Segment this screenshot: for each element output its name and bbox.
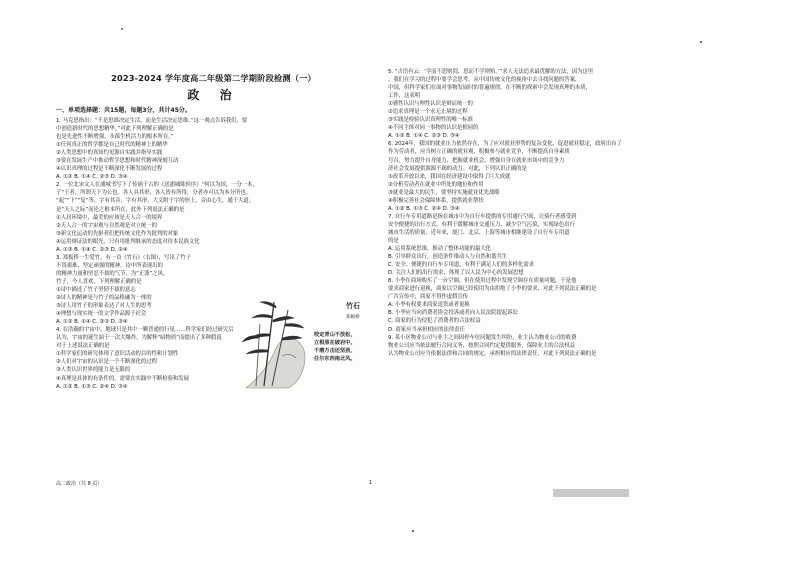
poem-line: 咬定青山不放松， [314, 332, 356, 338]
text-line: B. 小李应当向消费者协会投诉或者向人民法院提起诉讼 [388, 310, 518, 317]
text-line: D. 商家应当承担相应的法律责任 [388, 326, 465, 333]
text-line: ④不同主体对同一事物的认识是相同的 [388, 125, 479, 132]
text-line: 对于上述说法正确的是 [56, 343, 110, 350]
text-line: ③诗人用竹子的形象表达了对人生的思考 [56, 303, 152, 310]
page-footer: 高二政治（共 8 页） [56, 481, 103, 487]
text-line: ②人们对宇宙的认识是一个不断深化的过程 [56, 359, 157, 366]
section-heading: 一、单项选择题：共15题，每题3分，共计45分。 [56, 107, 191, 114]
text-line: ④运用辩证法的眼光，只有用批判继承的态度对待本民族文化 [56, 238, 200, 245]
text-line: A. 运用系统思维，推动了整体功能的最大化 [388, 246, 492, 253]
poem-author: 郑板桥 [346, 315, 360, 320]
text-line: ①科学家们的研究体现了意识活动的目的性和计划性 [56, 351, 179, 358]
text-line: 不畏艰难、坚定顽强的精神，诗中所表现出的 [56, 262, 163, 269]
text-line: 也是先进性不断增强、永葆生机活力的根本所在。” [56, 134, 174, 141]
text-line: C. 安全、便捷的自行车专用道，有利于满足人们的多样化需求 [388, 262, 534, 269]
poem-line: 千磨万击还坚劲， [314, 348, 356, 354]
text-line: 4. 在浩瀚的宇宙中，地球只是其中一颗普通的行星……科学家们经过研究后 [56, 327, 234, 334]
text-line: 广告宣传中，商家不得作虚假宣传 [388, 294, 469, 301]
text-line: A. ①③ B. ①④ C. ②③ D. ②④ [56, 246, 128, 253]
text-line: ①感性认识与理性认识是辩证统一的 [388, 101, 473, 108]
text-line: A. ①② B. ①④ C. ②③ D. ③④ [56, 319, 128, 326]
text-line: A. ①② B. ①③ C. ②④ D. ③④ [56, 383, 128, 390]
text-line: ①任何真正的哲学都是自己时代的精神上的精华 [56, 142, 168, 149]
text-line: ④积极完善社会保障体系，提供就业帮扶 [388, 197, 484, 204]
text-line: 6. 2024年，我国的就业压力依然存在，为了应对就业形势的复杂变化，促进就业稳定，政府出台了 [388, 141, 622, 148]
text-line: A. ①② B. ①④ C. ②③ D. ③④ [388, 133, 460, 140]
text-line: B. 引导群众出行，创造条件推动人与自然和谐共生 [388, 254, 508, 261]
text-line: 8. 小李在商场购买了一台空调，但在使用过程中发现空调存在质量问题，于是他 [388, 278, 577, 285]
poem-text [314, 301, 360, 362]
text-line: 5. “古语有云：‘学而不思则罔，思而不学则殆。’”求人无法追求最优解的方法，因为这里 [388, 69, 594, 75]
text-line: ②分析劳动者在就业中所处的地位和作用 [388, 181, 484, 188]
text-line: ④真理是具体的有条件的，需要在实践中不断检验和发展 [56, 375, 189, 382]
text-line: 物业公司应当依法履行合同义务，按照合同约定提供服务，保障业主的合法权益 [388, 342, 575, 349]
text-line: 城市生活的质量，近年来，厦门、北京、上海等城市相继建设了自行车专用道 [388, 229, 570, 236]
text-line: 工作，这表明 [388, 93, 421, 100]
text-line: ③就业是最大的民生，要坚持实施就业优先战略 [388, 189, 500, 196]
text-line: 中国，但科学家们在面对事物发展时的普遍规律，在不断的探索中会发现真理的本质， [388, 85, 591, 92]
poem-line: 立根原在破岩中。 [314, 340, 356, 346]
text-line: D. 关注人们的出行需求，体现了以人民为中心的发展思想 [388, 270, 524, 277]
text-line: ③人类认识世界的能力是无限的 [56, 367, 131, 374]
text-line: 认为物业公司应当依据法律和合同的规定，承担相应的法律责任，对此下列说法正确的是 [388, 350, 597, 357]
text-line: ②诗人的精神是与竹子的品格融为一体的 [56, 295, 152, 302]
text-line: 7. 自行车专用道路是指在城市中为自行车提供的专用通行空间，让骑行者感受到 [388, 213, 577, 220]
text-line: 9. 某小区物业公司与业主之间因停车位问题发生纠纷，业主认为物业公司的收费 [388, 334, 577, 341]
text-line: 子”王者，所谓天下为公也。各人具其形，各人皆有所得，分者亦可以为本分所也。 [56, 190, 252, 197]
text-line: ④理想与现实统一的文学作品源于社会 [56, 311, 147, 318]
text-line: C. 商家的行为侵犯了消费者的合法权益 [388, 318, 481, 325]
subject-title: 政 治 [187, 88, 240, 102]
redacted-area [553, 489, 629, 497]
text-line: ④认识真理的过程是不断深化不断发展的过程 [56, 166, 163, 173]
text-line: 济社会发展提供源源不竭的动力。对此，下列认识正确的是 [388, 165, 527, 172]
text-line: A. 小李有权要求商家退货或者更换 [388, 302, 470, 309]
bamboo-painting [238, 296, 374, 390]
text-line: A. ①② B. ①④ C. ②③ D. ③④ [56, 174, 128, 181]
text-line: 认为，宇宙的诞生始于一次大爆炸，为解释“暗物质”而提出了多种假说 [56, 335, 222, 342]
text-line: A. ①② B. ①③ C. ②④ D. ③④ [388, 205, 460, 212]
text-line: 作为劳动者，应当树立正确的就业观，积极参与就业竞争，不断提高自身素质 [388, 149, 570, 156]
text-line: 3. 郑板桥一生爱竹，有一首《竹石》（右图），写出了竹子 [56, 254, 191, 261]
text-line: “起”“下”“复”等，字有其音，字有其形，大义附于字的形上，音由心生，通于大道。 [56, 198, 255, 205]
text-line: 是“天人之际”而论之根本所在，此外下列说法正确的是 [56, 206, 185, 213]
poem-title: 竹石 [346, 301, 360, 310]
text-line: 安全便捷的出行方式，有利于缓解城市交通压力、减少空气污染，实现绿色出行 [388, 221, 575, 228]
text-line: ①改革开放以来，我国在经济建设中取得了巨大成就 [388, 173, 511, 180]
text-line: ③要在发展生产中推动哲学思想和时代精神深刻互动 [56, 158, 179, 165]
poem-line: 任尔东西南北风。 [314, 356, 356, 362]
text-line: ①人居环境中，最美的应该是天人合一的境界 [56, 214, 163, 221]
text-line: 的是 [388, 237, 399, 244]
exam-title: 2023-2024 学年度高二年级第二学期阶段检测（一） [111, 73, 316, 83]
text-line: 号召，努力提升自身能力，把握就业机会，增强自身在就业市场中的竞争力 [388, 157, 565, 164]
bamboo-ink-icon [238, 296, 374, 390]
text-line: 2. 一位北宋文人在浦城书写下了传诵千古的《送浦城陈侯序》“何以为国，一分一本， [56, 182, 258, 189]
text-line: 竹子，今人喜欢，下列理解正确的是 [56, 278, 142, 285]
right-column [388, 68, 745, 358]
text-line: ，我们在学习的过程中要学会思考，从中国传统文化的视角中去寻找问题的答案， [388, 77, 581, 84]
text-line: 1. 马克思指出：“不是思维决定生活，而是生活决定思维。”这一观点告诉我们，要 [56, 118, 248, 124]
page-number: 1 [369, 480, 373, 486]
text-line: ②追求真理是一个永无止境的过程 [388, 109, 468, 116]
text-line: ③实践是检验认识真理性的唯一标准 [388, 117, 473, 124]
text-line: ①诗中描述了竹子坚韧不拔的意志 [56, 286, 136, 293]
text-line: 的精神力量和坚忍不拔的气节，为“正派”之风。 [56, 270, 169, 277]
text-line: ③新文化运动的先驱者们把传统文化作为批判的对象 [56, 230, 179, 237]
text-line: 中创造新时代的思想精华。”对此下列理解正确的是 [56, 126, 174, 133]
text-line: ②人类思想中的真知灼见源自实践并指导实践 [56, 150, 163, 157]
text-line: 要求商家进行退换，商家以空调已经使用为由拒绝了小李的要求，对此下列说法正确的是 [388, 286, 597, 293]
text-line: ②天人合一的宇宙观与自然观是对立统一的 [56, 222, 157, 229]
